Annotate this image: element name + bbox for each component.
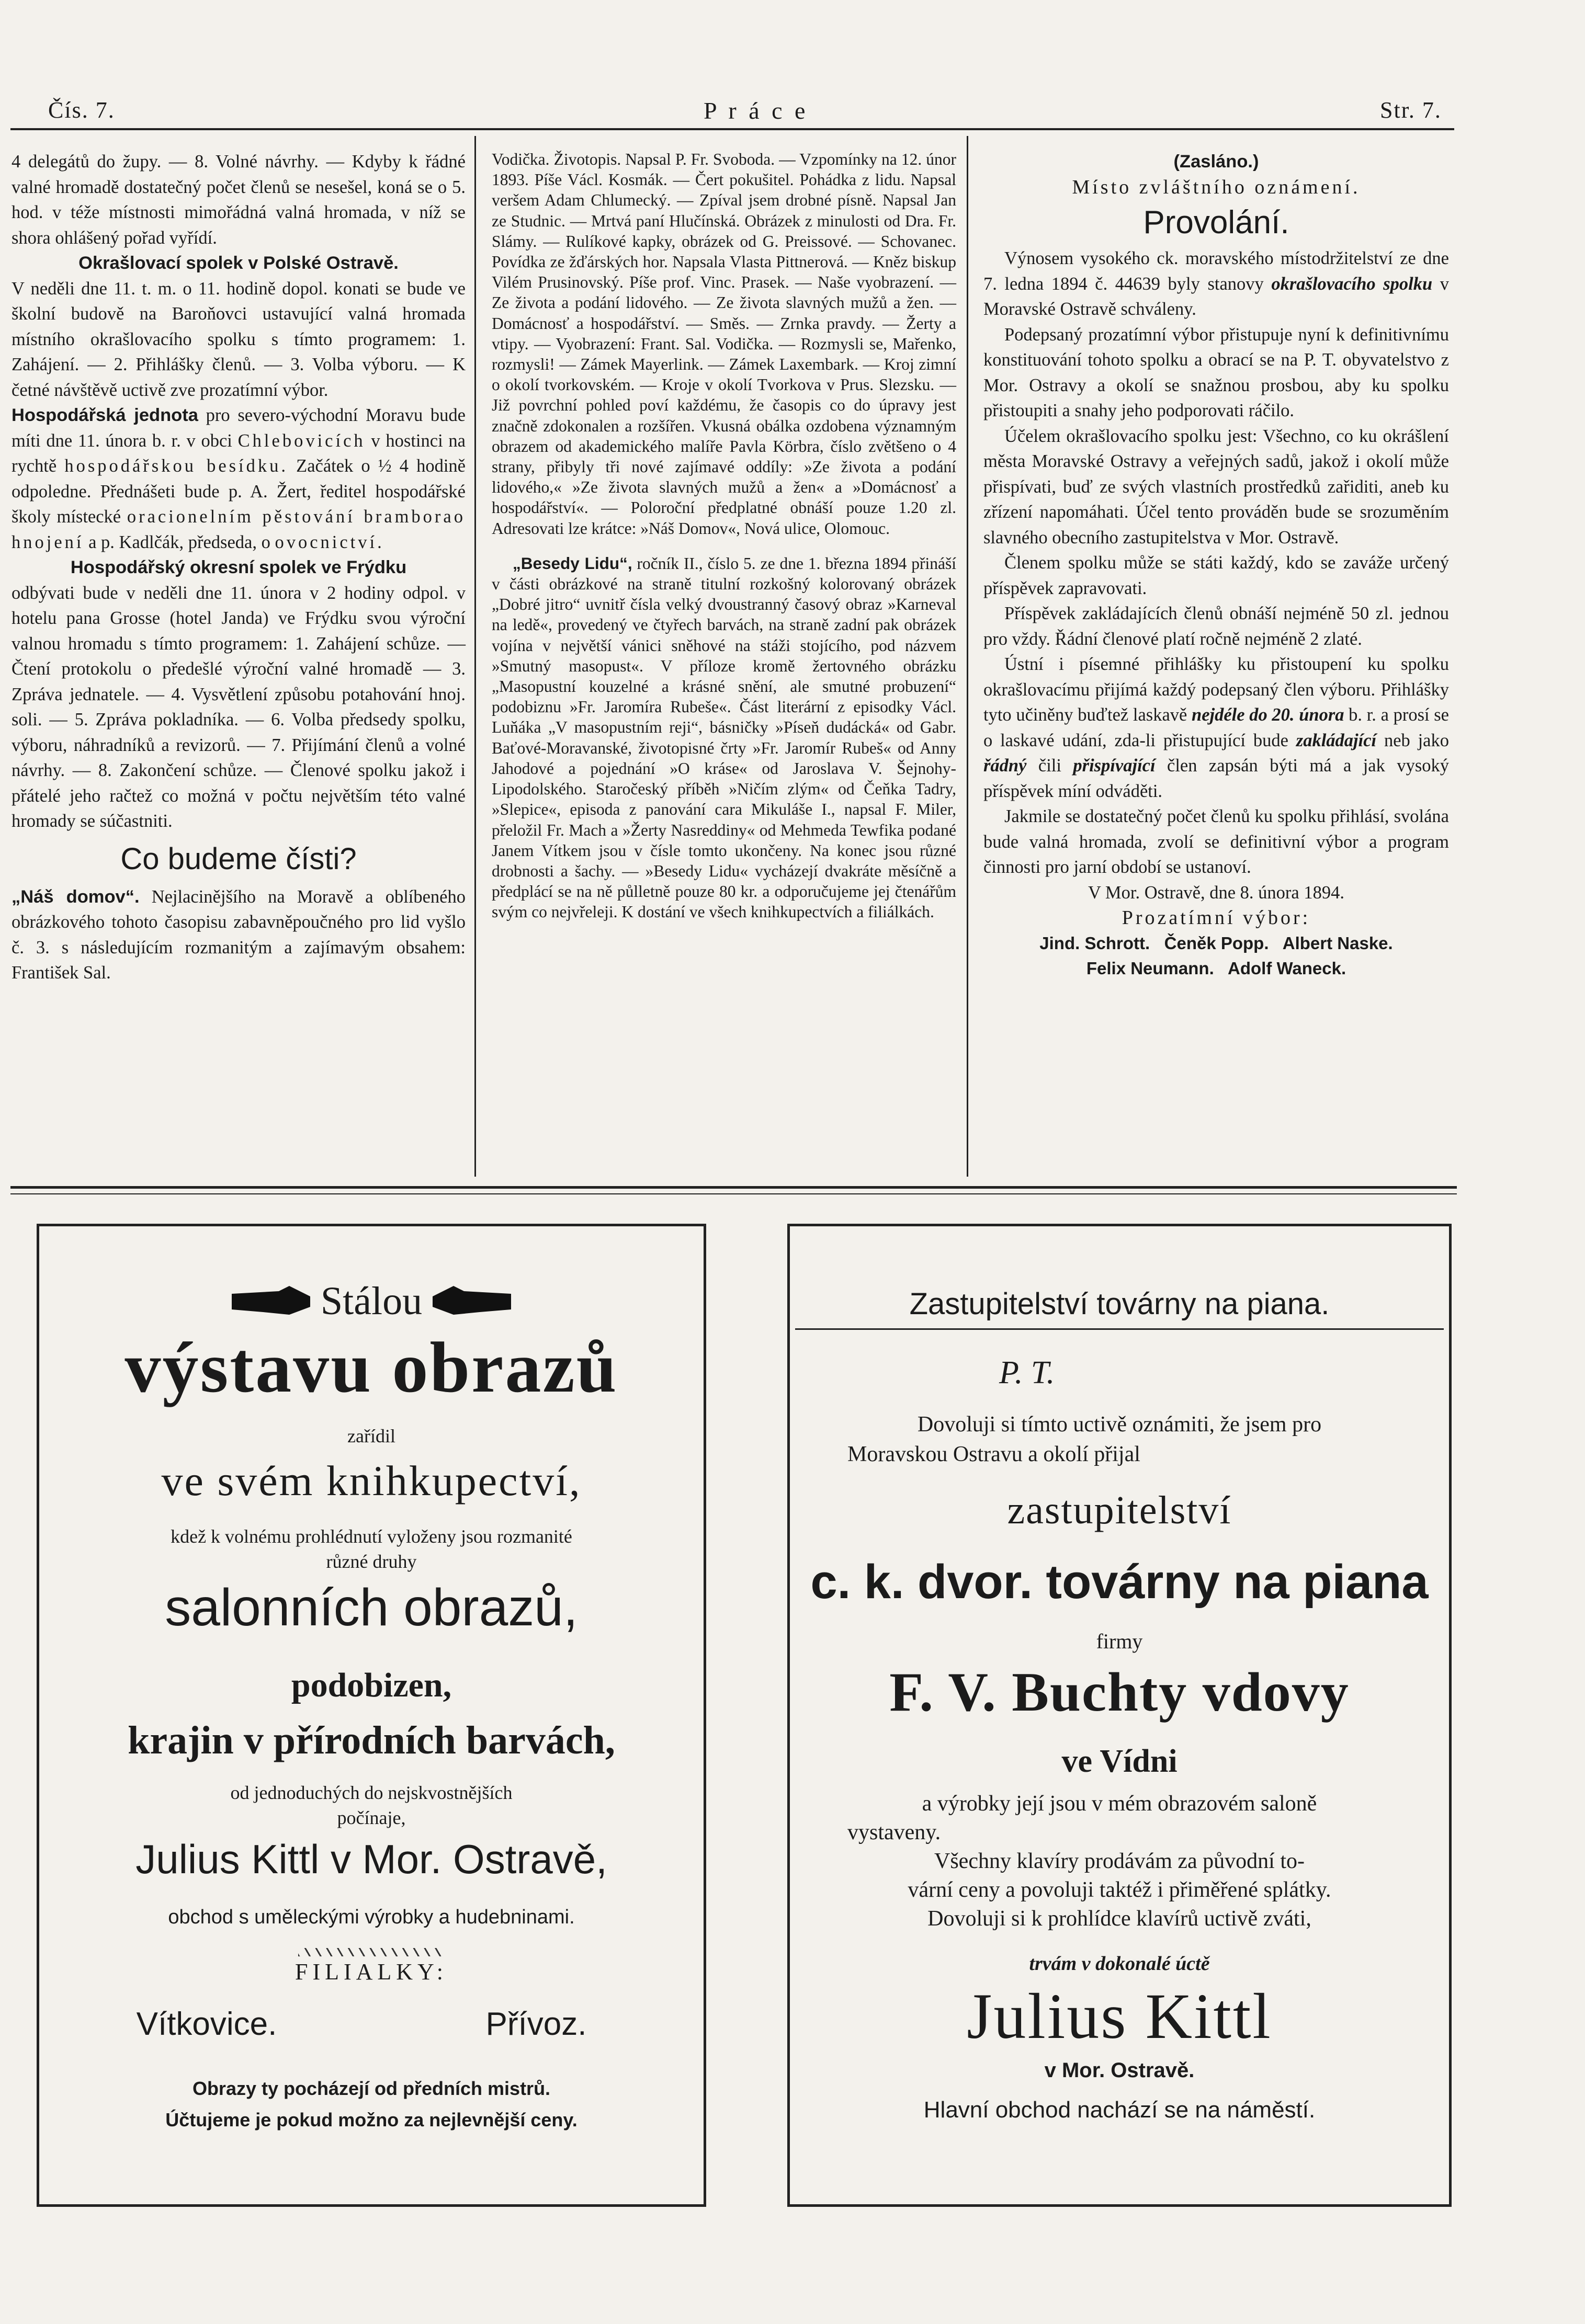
col1-text: pro severo-východní Moravu bude míti dne 11. února b. r. v obci	[12, 405, 466, 451]
col1-text: hospodářskou besídku.	[64, 456, 289, 476]
ad-left-l15b: Přívoz.	[485, 2006, 587, 2042]
header-rule	[10, 128, 1454, 130]
ad-left-l5: kdež k volnému prohlédnutí vyloženy jsou rozmanité	[171, 1526, 572, 1547]
col3-zaslano: (Zasláno.)	[1173, 152, 1259, 172]
col3-text: v Moravské Ostravě schváleny.	[983, 274, 1449, 319]
col3-text: nejdéle do 20. února	[1192, 705, 1344, 725]
col3-date: V Mor. Ostravě, dne 8. února 1894.	[1088, 882, 1344, 903]
col2-heading-besedy: „Besedy Lidu“,	[513, 553, 632, 573]
col2-text: ročník II., číslo 5. ze dne 1. března 1894 přináší v části obrázkové na straně titulní rozkošný kolorovaný obrázek „Dobré jitro“ uvnitř čísla velký dvoustranný časový obraz »Karneval na ledě«, provedený ve čtyřech barvách, na straně zadní pak obrázek vojína v největší vánici sněhové na stáži stojícího, pod názvem »Smutný masopust«. V příloze kromě žertovného obrázku „Masopustní kouzelné a krásné snění, ale smutné probuzení“ podobiznu »Fr. Jaromíra Rubeše«. Část literární z episodky Václ. Luňáka „V masopustním reji“, básničky »Píseň dudácká« od Gabr. Baťové-Moravanské, životopisné črty »Fr. Jaromír Rubeš« od Anny Jahodové a pojednání »O kráse« od Jaroslava V. Šejnohy-Lipodolského. Staročeský příběh »Ničím zlým« od Čeňka Tadry, »Slepice«, episoda z panování cara Mikuláše I., napsal F. Miler, přeložil Fr. Mach a »Žerty Nasreddiny« od Mehmeda Tewfika podané Janem Vítkem jsou v čísle tomto ukončeny. Na konec jsou různé drobnosti a šachy. — »Besedy Lidu« vycházejí dvakráte měsíčně a předplácí se na ně půlletně pouze 80 kr. a odporučujeme jej čtenářům svým co nejvřeleji. K dostání ve všech knihkupectvích a filiálkách.	[492, 554, 956, 921]
ad-left-l11: počínaje,	[337, 1807, 406, 1828]
col1-text: v hostinci na rychtě	[12, 430, 466, 476]
col1-text: ovocnictví.	[275, 532, 384, 552]
col3-paragraph-6	[983, 652, 1449, 804]
ad-right-l8: F. V. Buchty vdovy	[889, 1661, 1350, 1723]
ad-right-l1-rule	[795, 1328, 1444, 1330]
column-divider-1	[474, 136, 476, 1177]
col1-text: Začátek o ½ 4 hodině odpoledne. Přednášeti bude p. A. Žert, ředitel hospodářské školy místecké	[12, 456, 466, 527]
col1-text: oracionelním pěstování bramborao hnojení	[12, 507, 466, 552]
ads-top-rule	[10, 1186, 1457, 1189]
col1-text: Chlebovicích	[237, 430, 366, 451]
ad-right-l9: ve Vídni	[1061, 1744, 1178, 1779]
col3-text: řádný	[983, 756, 1027, 776]
page-number-right: Str. 7.	[1380, 97, 1442, 123]
column-divider-2	[967, 136, 968, 1177]
col3-committee: Prozatímní výbor:	[1122, 907, 1311, 929]
pointing-hand-icon	[433, 1286, 511, 1317]
col3-paragraph-1	[983, 246, 1449, 322]
ad-right-l4: Moravskou Ostravu a okolí přijal	[847, 1442, 1140, 1466]
col3-paragraph-7: Jakmile se dostatečný počet členů ku spolku přihlásí, svolána bude valná hromada, zvolí se definitivní výbor a program činnosti pro jarní období se ustanoví.	[983, 806, 1449, 877]
col2-paragraph-2	[492, 553, 956, 922]
ad-left-l1-row	[39, 1279, 704, 1324]
ad-left-l16: Obrazy ty pocházejí od předních mistrů.	[192, 2078, 551, 2099]
ad-left-l7: salonních obrazů,	[165, 1578, 578, 1637]
ad-left-l8: podobizen,	[291, 1666, 452, 1704]
ad-right-l7: firmy	[1096, 1630, 1143, 1653]
col3-heading: Provolání.	[1143, 204, 1289, 241]
col3-signatures-2: Felix Neumann. Adolf Waneck.	[1086, 959, 1346, 978]
col1-paragraph-1: 4 delegátů do župy. — 8. Volné návrhy. — Kdyby k řádné valné hromadě dostatečný počet členů se nesešel, koná se o 5. hod. v téže místnosti mimořádná valná hromada, v níž se shora ohlášený pořad vyřídí.	[12, 152, 466, 248]
col1-paragraph-4: odbývati bude v neděli dne 11. února v 2 hodiny odpol. v hotelu pana Grosse (hotel Janda) ve Frýdku svou výroční valnou hromadu s tímto programem: 1. Zahájení schůze. — Čtení protokolu o předešlé výroční valné hromadě — 3. Zpráva jednatele. — 4. Vysvětlení způsobu potahování hnoj. soli. — 5. Zpráva pokladníka. — 6. Volba předsedy spolku, výboru, náhradníků a revizorů. — 7. Přijímání členů a volné návrhy. — 8. Zakončení schůze. — Členové spolku jakož i přátelé jeho račtež co možná v počtu největším této valné hromady se súčastniti.	[12, 583, 466, 831]
page-number-left: Čís. 7.	[48, 97, 115, 123]
col1-section-heading: Co budeme čísti?	[120, 841, 357, 876]
col1-heading-okraslovaci: Okrašlovací spolek v Polské Ostravě.	[78, 253, 399, 273]
ad-left-l6: různé druhy	[326, 1551, 417, 1572]
col1-heading-frydek: Hospodářský okresní spolek ve Frýdku	[70, 557, 407, 577]
col3-paragraph-3: Účelem okrašlovacího spolku jest: Všechno, co ku okrášlení města Moravské Ostravy a veřejných sadů, jakož i okolí může přispívati, buď ze svých vlastních prostředků zařiditi, aneb ku zřízení napomáhati. Účel tento prováděn bude se srozuměním slavného obecního zastupitelstva v Mor. Ostravě.	[983, 426, 1449, 548]
col1-heading-hospodarska: Hospodářská jednota	[12, 405, 198, 425]
ad-right-l12: Všechny klavíry prodávám za původní to-	[934, 1849, 1305, 1873]
col3-text: okrašlovacího spolku	[1271, 274, 1433, 294]
ad-right-l16: Julius Kittl	[967, 1980, 1272, 2052]
col3-signatures-1: Jind. Schrott. Čeněk Popp. Albert Naske.	[1039, 933, 1393, 953]
ad-left-l12: Julius Kittl v Mor. Ostravě,	[135, 1836, 607, 1882]
col1-heading-nasdomov: „Náš domov“.	[12, 886, 140, 907]
column-2	[492, 149, 956, 922]
column-1	[12, 149, 466, 986]
col3-text: přispívající	[1073, 756, 1156, 776]
journal-title: P r á c e	[704, 97, 809, 124]
pointing-hand-icon	[232, 1286, 310, 1317]
ad-left-l2: výstavu obrazů	[124, 1327, 618, 1407]
ad-right-l11: vystaveny.	[847, 1820, 941, 1844]
col1-text: Nejlacinějšího na Moravě a oblíbeného obrázkového tohoto časopisu zabavněpoučného pro lid vyšlo č. 3. s následujícím rozmanitým a zajímavým obsahem: František Sal.	[12, 886, 466, 983]
col2-paragraph-1: Vodička. Životopis. Napsal P. Fr. Svoboda. — Vzpomínky na 12. únor 1893. Píše Václ. Kosmák. — Čert pokušitel. Pohádka z lidu. Napsal veršem Adam Chlumecký. — Zpíval jsem drobné písně. Napsal Jan ze Studnic. — Mrtvá paní Hlučínská. Obrázek z minulosti od Dra. Fr. Slámy. — Rulíkové kapky, obrázek od G. Preissové. — Schovanec. Povídka ze žďárských hor. Napsala Vlasta Pittnerová. — Kněz biskup Vilém Prusinovský. Píše prof. Vinc. Prasek. — Naše vyobrazení. — Ze života a podání lidového. — Ze života slavných mužů a žen. — Domácnosť a hospodářství. — Směs. — Zrnka pravdy. — Žerty a vtipy. — Vyobrazení: Frant. Sal. Vodička. — Rozmysli se, Mařenko, rozmysli! — Zámek Mayerlink. — Zámek Laxembark. — Kroj zimní o okolí tvorkovském. — Kroje v okolí Tvorkova v Prus. Slezsku. — Již povrchní pohled poví každému, že časopis co do úpravy jest značně zdokonalen a rozšířen. Vkusná obálka ozdobena významným obrazem od akademického malíře Pavla Körbra, číslo zvětšeno o 4 strany, přibyly tři nové zajímavé oddíly: »Ze života a podání lidového,« »Ze života slavných mužů a žen« a »Domácnosť a hospodářství«. — Poloroční předplatné obnáší pouze 1.20 zl. Adresovati lze krátce: »Náš Domov«, Nová ulice, Olomouc.	[492, 150, 956, 538]
ad-right-l2: P. T.	[999, 1355, 1055, 1391]
ad-right-l1: Zastupitelství továrny na piana.	[909, 1287, 1330, 1321]
ad-left-l1: Stálou	[320, 1279, 423, 1323]
col3-paragraph-4: Členem spolku může se státi každý, kdo se zaváže určený příspěvek zapravovati.	[983, 553, 1449, 598]
ad-left-l10: od jednoduchých do nejskvostnějších	[230, 1782, 513, 1803]
col3-text: Výnosem vysokého ck. moravského místodržitelství ze dne 7. ledna 1894 č. 44639 byly stanovy	[983, 248, 1449, 294]
ad-left-l13: obchod s uměleckými výrobky a hudebninami.	[168, 1906, 575, 1928]
ad-left-l14-ornament	[298, 1948, 445, 1956]
ad-left-l14: FILIALKY:	[295, 1959, 448, 1985]
col3-text: neb jako	[1376, 730, 1449, 750]
col3-paragraph-2: Podepsaný prozatímní výbor přistupuje nyní k definitivnímu konstituování tohoto spolku a obrací se na P. T. obyvatelstvo z Mor. Ostravy a okolí se snažnou prosbou, aby ku spolku přistoupiti a snahy jeho podporovati ráčilo.	[983, 324, 1449, 420]
col3-paragraph-5: Příspěvek zakládajících členů obnáší nejméně 50 zl. jednou pro vždy. Řádní členové platí ročně nejméně 2 zlaté.	[983, 603, 1449, 649]
col1-paragraph-2: V neděli dne 11. t. m. o 11. hodině dopol. konati se bude ve školní budově na Baroňovci ustavující valná hromada místního okrašlovacího spolku s tímto programem: 1. Zahájení. — 2. Přihlášky členů. — 3. Volba výboru. — K četné návštěvě uctivě zve prozatímní výbor.	[12, 278, 466, 400]
col1-text: a p. Kadlčák, předseda, o	[84, 532, 275, 552]
ad-right-l3: Dovoluji si tímto uctivě oznámiti, že jsem pro	[917, 1412, 1322, 1437]
ads-top-rule-thin	[10, 1193, 1457, 1194]
ad-right-l17: v Mor. Ostravě.	[1044, 2059, 1195, 2082]
column-3	[983, 149, 1449, 982]
ad-right-l10: a výrobky její jsou v mém obrazovém saloně	[922, 1792, 1317, 1816]
ad-right-l5: zastupitelství	[1007, 1488, 1232, 1532]
ad-left-l4: ve svém knihkupectví,	[161, 1457, 582, 1505]
ad-left	[39, 1226, 704, 2204]
col3-text: b. r. a prosí se o laskavé udání, zda-li přistupující bude	[983, 705, 1449, 750]
ad-left-l17: Účtujeme je pokud možno za nejlevnější ceny.	[165, 2109, 578, 2131]
ad-left-l9: krajin v přírodních barvách,	[128, 1718, 615, 1762]
col3-misto: Místo zvláštního oznámení.	[1072, 176, 1361, 198]
ad-right	[790, 1226, 1449, 2204]
ad-right-l18: Hlavní obchod nachází se na náměstí.	[923, 2097, 1316, 2123]
col3-text: člen zapsán býti má a jak vysoký příspěvek míní odváděti.	[983, 756, 1449, 801]
col3-text: Ústní i písemné přihlášky ku přistoupení ku spolku okrašlovacímu přijímá každý podepsaný člen výboru. Přihlášky tyto učiněny buďtež laskavě	[983, 654, 1449, 725]
ad-left-l3: zařídil	[347, 1426, 395, 1446]
col1-paragraph-3	[12, 403, 466, 555]
ad-right-l13: vární ceny a povoluji taktéž i přiměřené splátky.	[908, 1878, 1331, 1902]
ad-left-l15a: Vítkovice.	[136, 2006, 277, 2042]
col3-text: zakládající	[1296, 730, 1377, 750]
ad-right-l15: trvám v dokonalé úctě	[1029, 1953, 1210, 1975]
col1-paragraph-5	[12, 884, 466, 986]
ad-right-l6: c. k. dvor. továrny na piana	[810, 1555, 1429, 1609]
col3-text: čili	[1026, 756, 1073, 776]
ad-right-l14: Dovoluji si k prohlídce klavírů uctivě zváti,	[927, 1907, 1311, 1931]
